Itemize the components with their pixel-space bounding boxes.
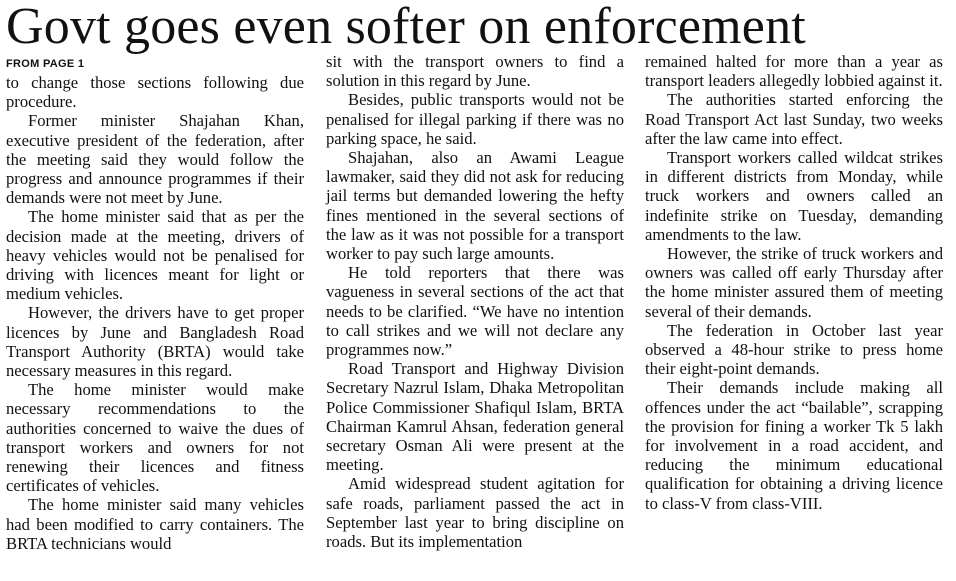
paragraph: Their demands include making all offences under the act “bailable”, scrapping the provision for fining a worker Tk 5 lakh for involvement in a road accident, and reducing the minimum educational qualification for obtaining a driving licence to class-V from class-VIII. — [645, 378, 943, 513]
paragraph: remained halted for more than a year as transport leaders allegedly lobbied against it. — [645, 52, 943, 91]
article-column-2 — [326, 52, 624, 551]
paragraph: Transport workers called wildcat strikes in different districts from Monday, while truck workers and owners called an indefinite strike on Tuesday, demanding amendments to the law. — [645, 148, 943, 244]
paragraph: Shajahan, also an Awami League lawmaker, said they did not ask for reducing jail terms but demanded lowering the hefty fines mentioned in the several sections of the law as it was not possible for a transport worker to pay such large amounts. — [326, 148, 624, 264]
paragraph: Amid widespread student agitation for safe roads, parliament passed the act in September last year to bring discipline on roads. But its implementation — [326, 474, 624, 552]
paragraph: However, the drivers have to get proper licences by June and Bangladesh Road Transport Authority (BRTA) would take necessary measures in this regard. — [6, 303, 304, 381]
paragraph: The home minister said many vehicles had been modified to carry containers. The BRTA technicians would — [6, 495, 304, 553]
article-column-1 — [6, 73, 304, 553]
article-column-3 — [645, 52, 943, 513]
paragraph: sit with the transport owners to find a solution in this regard by June. — [326, 52, 624, 91]
jump-label: FROM PAGE 1 — [6, 58, 85, 70]
paragraph: The home minister said that as per the decision made at the meeting, drivers of heavy vehicles would not be penalised for driving with licences meant for light or medium vehicles. — [6, 207, 304, 304]
paragraph: The federation in October last year observed a 48-hour strike to press home their eight-point demands. — [645, 320, 943, 379]
paragraph: Road Transport and Highway Division Secretary Nazrul Islam, Dhaka Metropolitan Police Commissioner Shafiqul Islam, BRTA Chairman Kamrul Ahsan, federation general secretary Osman Ali were present at the meeting. — [326, 359, 624, 475]
headline: Govt goes even softer on enforcement — [6, 0, 806, 55]
paragraph: He told reporters that there was vagueness in several sections of the act that needs to be clarified. “We have no intention to call strikes and we will not declare any programmes now.” — [326, 263, 624, 360]
paragraph: The home minister would make necessary recommendations to the authorities concerned to waive the dues of transport workers and owners for not renewing their licences and fitness certificates of vehicles. — [6, 380, 304, 496]
paragraph: Former minister Shajahan Khan, executive president of the federation, after the meeting said they would follow the progress and announce programmes if their demands were not meet by June. — [6, 111, 304, 208]
paragraph: However, the strike of truck workers and owners was called off early Thursday after the home minister assured them of meeting several of their demands. — [645, 244, 943, 321]
paragraph: The authorities started enforcing the Road Transport Act last Sunday, two weeks after the law came into effect. — [645, 90, 943, 148]
paragraph: to change those sections following due procedure. — [6, 73, 304, 112]
paragraph: Besides, public transports would not be penalised for illegal parking if there was no parking space, he said. — [326, 90, 624, 148]
